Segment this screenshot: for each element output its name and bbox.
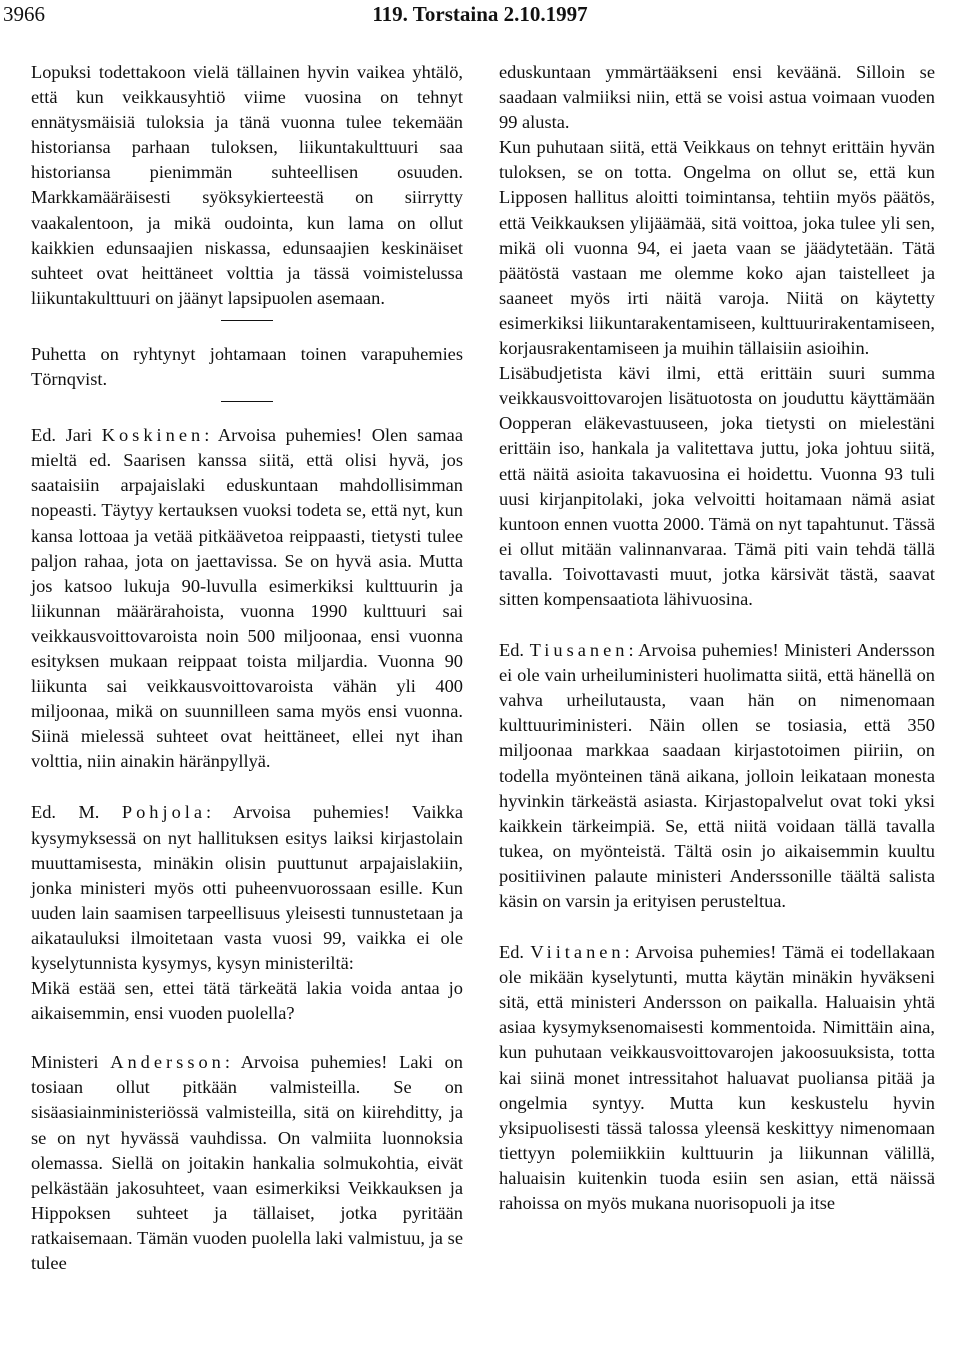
paragraph: Kun puhutaan siitä, että Veikkaus on tehnyt erittäin hyvän tuloksen, se on totta. Ongelma on ollut se, että kun Lipposen hallitus aloitti toimintansa, tehtiin myös päätös, että Veikkauksen ylijäämää, sitä voittoa, joka tulee yli sen, mikä oli vuonna 94, ei jaeta vaan se jäädytetään. Tätä päätöstä vastaan me olemme koko ajan taistelleet ja saaneet myös irti näitä varoja. Niitä on käytetty esimerkiksi liikuntarakentamiseen, kulttuurirakentamiseen, korjausrakentamiseen ja muihin tällaisiin asioihin. bbox=[499, 137, 935, 359]
speech-text: : Arvoisa puhemies! Ministeri Andersson ei ole vain urheiluministeri huolimatta siitä, että hänellä on vahva urheilutausta, vaan hän on nimenomaan kulttuuriministeri. Näin ollen se tosiasia, että 350 miljoonaa markkaa saadaan kirjastotoimen piiriin, on todella myönteinen tänä aikana, jolloin leikataan monesta hyvinkin tärkeästä asiasta. Kirjastopalvelut ovat toki yksi kaikkein tärkeimpiä. Se, että niitä voidaan tällä tavalla tukea, on myönteistä. Tältä osin jo aikaisemmin kuultu positiivinen palaute ministeri Anderssonille täältä salista käsin on varsin ja erityisen perusteltua. bbox=[499, 640, 935, 911]
paragraph bbox=[31, 423, 463, 774]
speaker-name: Tiusanen bbox=[529, 640, 629, 661]
right-column bbox=[499, 60, 935, 1216]
separator-rule bbox=[221, 320, 273, 321]
speaker-name: Andersson bbox=[110, 1052, 225, 1073]
speaker-prefix: Ed. bbox=[499, 640, 530, 661]
speaker-prefix: Ed. Jari bbox=[31, 425, 102, 446]
paragraph bbox=[499, 940, 935, 1216]
paragraph bbox=[31, 800, 463, 976]
speaker-prefix: Ministeri bbox=[31, 1052, 111, 1073]
speech-text: : Arvoisa puhemies! Vaikka kysymyksessä on nyt hallituksen esitys laiksi kirjastolain muuttamisesta, minäkin olisin puuttunut arpajaislakiin, jonka ministeri myös otti puheenvuorossaan esille. Kun uuden lain saamisen tarpeellisuus yleisesti tunnustetaan ja aikatauluksi ilmoitetaan vasta vuosi 99, vaikka ei ole kyselytunnista kysymys, kysyn ministeriltä: bbox=[31, 802, 463, 973]
separator-rule bbox=[221, 401, 273, 402]
speech-andersson bbox=[31, 1050, 463, 1276]
speech-koskinen bbox=[31, 423, 463, 774]
speaker-prefix: Ed. bbox=[499, 942, 531, 963]
paragraph: Mikä estää sen, ettei tätä tärkeätä lakia voida antaa jo aikaisemmin, ensi vuoden puolella? bbox=[31, 978, 463, 1024]
speech-andersson-cont bbox=[499, 361, 935, 612]
speech-text: : Arvoisa puhemies! Tämä ei todellakaan ole mikään kyselytunti, mutta käytän minäkin hyväkseni sitä, että ministeri Andersson on paikalla. Haluaisin yhtä asiaa kysymyksenomaisesti kommentoida. Nimittäin aina, kun puhutaan veikkausvoittovarojen jakoosuuksista, totta kai siinä monet intressitahot haluavat puoliansa pitää ja ongelmia syntyy. Mutta kun keskustelu hyvin yksipuolisesti tässä talossa yleensä keskittyy nimenomaan tiettyyn polemiikkiin kulttuurin ja liikunnan välillä, haluaisin kuitenkin tuoda esiin sen asian, että näissä rahoissa on myös mukana nuorisopuoli ja itse bbox=[499, 942, 935, 1214]
speaker-name: Koskinen bbox=[101, 425, 205, 446]
paragraph bbox=[31, 1050, 463, 1276]
speech-pohjola bbox=[31, 800, 463, 1026]
paragraph: Lopuksi todettakoon vielä tällainen hyvin vaikea yhtälö, että kun veikkausyhtiö viime vuosina on tehnyt ennätysmäisiä tuloksia ja tänä vuonna tulee tekemään historiansa parhaan tuloksen, liikuntakulttuuri saa historiansa pienimmän suhteellisen osuuden. Markkamääräisesti syöksykierteestä on siirrytty vaakalentoon, ja mikä oudointa, kun lama on ollut kaikkien edunsaajien niskassa, edunsaajien keskinäiset suhteet ovat heittäneet volttia ja tässä voimistelussa liikuntakulttuuri on jäänyt lapsipuolen asemaan. bbox=[31, 62, 463, 308]
speaker-name: Viitanen bbox=[530, 942, 625, 963]
speech-viitanen bbox=[499, 940, 935, 1216]
paragraph: Lisäbudjetista kävi ilmi, että erittäin suuri summa veikkausvoittovarojen lisätuotosta on jouduttu käyttämään Oopperan eläkevastuuseen, joka tietysti on mielestäni erittäin iso, hankala ja valitettava juttu, joka johtuu siitä, että näitä asioita takavuosina ei hoidettu. Vuonna 93 tuli uusi kirjanpitolaki, joka velvoitti hoitamaan nämä asiat kuntoon ennen vuotta 2000. Tämä on nyt tapahtunut. Tässä ei ollut mitään valinnanvaraa. Tämä piti vain tehdä tällä tavalla. Toivottavasti muut, jotka kärsivät tästä, saavat sitten kompensaatiota lähivuosina. bbox=[499, 363, 935, 609]
speaker-name: Pohjola bbox=[121, 802, 207, 823]
speech-tiusanen bbox=[499, 638, 935, 914]
page-header bbox=[0, 0, 960, 36]
session-date: 119. Torstaina 2.10.1997 bbox=[372, 2, 588, 26]
chair-change-notice: Puhetta on ryhtynyt johtamaan toinen varapuhemies Törnqvist. bbox=[31, 343, 463, 390]
paragraph: eduskuntaan ymmärtääkseni ensi keväänä. Silloin se saadaan valmiiksi niin, että se voisi astua voimaan vuoden 99 alusta. bbox=[499, 62, 935, 133]
paragraph bbox=[499, 638, 935, 914]
speech-text: : Arvoisa puhemies! Laki on tosiaan ollut pitkään valmisteilla. Se on sisäasiainministeriössä valmisteilla, sitä on kiirehditty, ja se on nyt hyvässä vauhdissa. On valmiita luonnoksia olemassa. Siellä on joitakin hankalia solmukohtia, eivät pelkästään jakosuhteet, vaan esimerkiksi Veikkauksen ja Hippoksen suhteet ja tällaiset, jotka pyritään ratkaisemaan. Tämän vuoden puolella laki valmistuu, ja se tulee bbox=[31, 1052, 463, 1274]
speech-text: : Arvoisa puhemies! Olen samaa mieltä ed. Saarisen kanssa siitä, että olisi hyvä, jos saataisiin arpajaislaki eduskuntaan mahdollisimman nopeasti. Täytyy kertauksen vuoksi todeta se, että nyt, kun kansa lottoaa ja vetää pitkäävetoa reippaasti, tietysti tulee paljon rahaa, jota on jaettavissa. Se on hyvä asia. Mutta jos katsoo lukuja 90-luvulla esimerkiksi kulttuurin ja liikunnan määrärahoista, vuonna 1990 kulttuuri sai veikkausvoittovaroista noin 500 miljoonaa, ensi vuonna esityksen mukaan reippaat toista miljardia. Vuonna 90 liikunta sai veikkausvoittovaroista vähän yli 400 miljoonaa, mikä on suunnilleen sama myös ensi vuonna. Siinä mielessä suhteet ovat heittäneet, ellei nyt ihan volttia, niin ainakin häränpyllyä. bbox=[31, 425, 464, 772]
page-number: 3966 bbox=[3, 2, 45, 26]
speech-closing-paragraph bbox=[31, 60, 463, 311]
left-column bbox=[31, 60, 463, 1276]
speaker-prefix: Ed. M. bbox=[31, 802, 122, 823]
